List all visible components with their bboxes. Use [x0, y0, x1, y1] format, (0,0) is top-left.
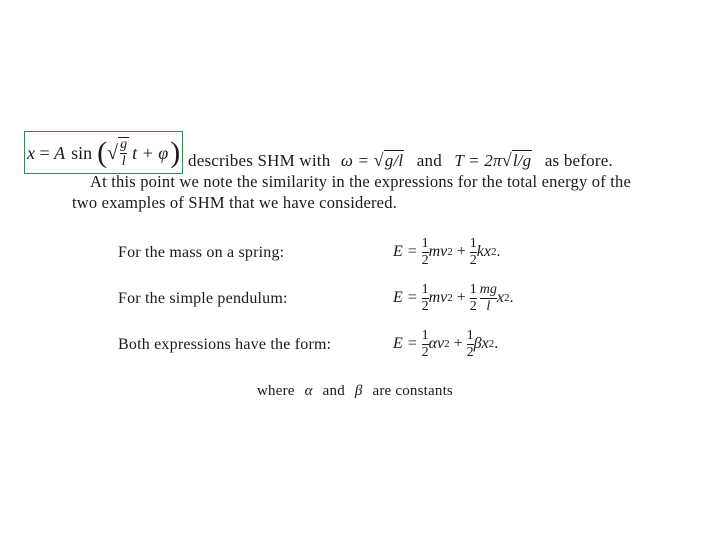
- radical-sign: √: [107, 141, 119, 164]
- half-fraction: $\frac{1}{2}$: [421, 235, 429, 268]
- half-fraction: $\frac{1}{2}$: [469, 281, 477, 314]
- exp: 2: [447, 246, 453, 258]
- formula-x: x: [27, 142, 35, 163]
- exp: 2: [488, 338, 495, 350]
- sqrt-fraction: [118, 137, 129, 169]
- mg-over-l-fraction: $\frac{mg}{l}$: [479, 281, 497, 314]
- period: .: [496, 243, 501, 260]
- period: .: [494, 335, 499, 352]
- half-fraction: $\frac{1}{2}$: [466, 327, 474, 360]
- exp: 2: [504, 292, 510, 304]
- omega-radicand: g/l: [384, 151, 404, 170]
- paragraph-line-1: At this point we note the similarity in the expressions for the total energy of the: [90, 172, 631, 191]
- eq-lhs: E =: [393, 243, 422, 260]
- half-fraction: $\frac{1}{2}$: [421, 281, 429, 314]
- plus: +: [449, 335, 467, 352]
- eq-lhs: E =: [393, 289, 422, 306]
- right-paren: ): [170, 136, 181, 169]
- half-fraction: $\frac{1}{2}$: [421, 327, 429, 360]
- formula-amplitude: A: [54, 142, 66, 163]
- exp: 2: [490, 246, 497, 258]
- row-label-form: Both expressions have the form:: [118, 336, 332, 353]
- period: .: [509, 289, 514, 306]
- equation-pendulum: [393, 278, 514, 318]
- frac-den-l: l: [121, 154, 126, 169]
- period-lhs: T = 2π: [454, 151, 502, 170]
- period-radicand: l/g: [512, 151, 532, 170]
- left-paren: (: [97, 136, 108, 169]
- plus: +: [452, 289, 470, 306]
- row-label-pendulum: For the simple pendulum:: [118, 290, 288, 307]
- paragraph-line-2: two examples of SHM that we have considered.: [72, 193, 397, 212]
- term-mv: mv: [428, 243, 448, 260]
- term-x: x: [496, 289, 504, 306]
- formula-x-equals: [27, 138, 180, 168]
- plus: +: [452, 243, 470, 260]
- term-beta-x: βx: [473, 335, 489, 352]
- eq-lhs: E =: [393, 335, 422, 352]
- footer-alpha: α: [304, 383, 313, 399]
- text-and: and: [416, 151, 442, 170]
- term-alpha-v: αv: [428, 335, 445, 352]
- footer-beta: β: [354, 383, 363, 399]
- term-mv: mv: [428, 289, 448, 306]
- omega-lhs: ω =: [340, 151, 374, 170]
- term-kx: kx: [476, 243, 491, 260]
- formula-eq: =: [35, 142, 55, 163]
- text-as-before: as before.: [544, 151, 613, 170]
- formula-tail: t + φ: [132, 142, 169, 163]
- exp: 2: [447, 292, 453, 304]
- formula-sin: sin: [71, 142, 93, 163]
- footer-where: where: [257, 383, 295, 399]
- footer-and: and: [322, 383, 345, 399]
- footer-note: [257, 383, 453, 400]
- row-label-spring: For the mass on a spring:: [118, 244, 285, 261]
- line1-text: describes SHM with ω = √g/l and T = 2π√l/g as before.: [188, 150, 613, 170]
- half-fraction: $\frac{1}{2}$: [469, 235, 477, 268]
- footer-constants: are constants: [372, 383, 453, 399]
- equation-spring: [393, 232, 500, 272]
- text-describes: describes SHM with: [188, 151, 331, 170]
- exp: 2: [444, 338, 450, 350]
- equation-general: [393, 324, 498, 364]
- frac-num-g: g: [120, 137, 128, 152]
